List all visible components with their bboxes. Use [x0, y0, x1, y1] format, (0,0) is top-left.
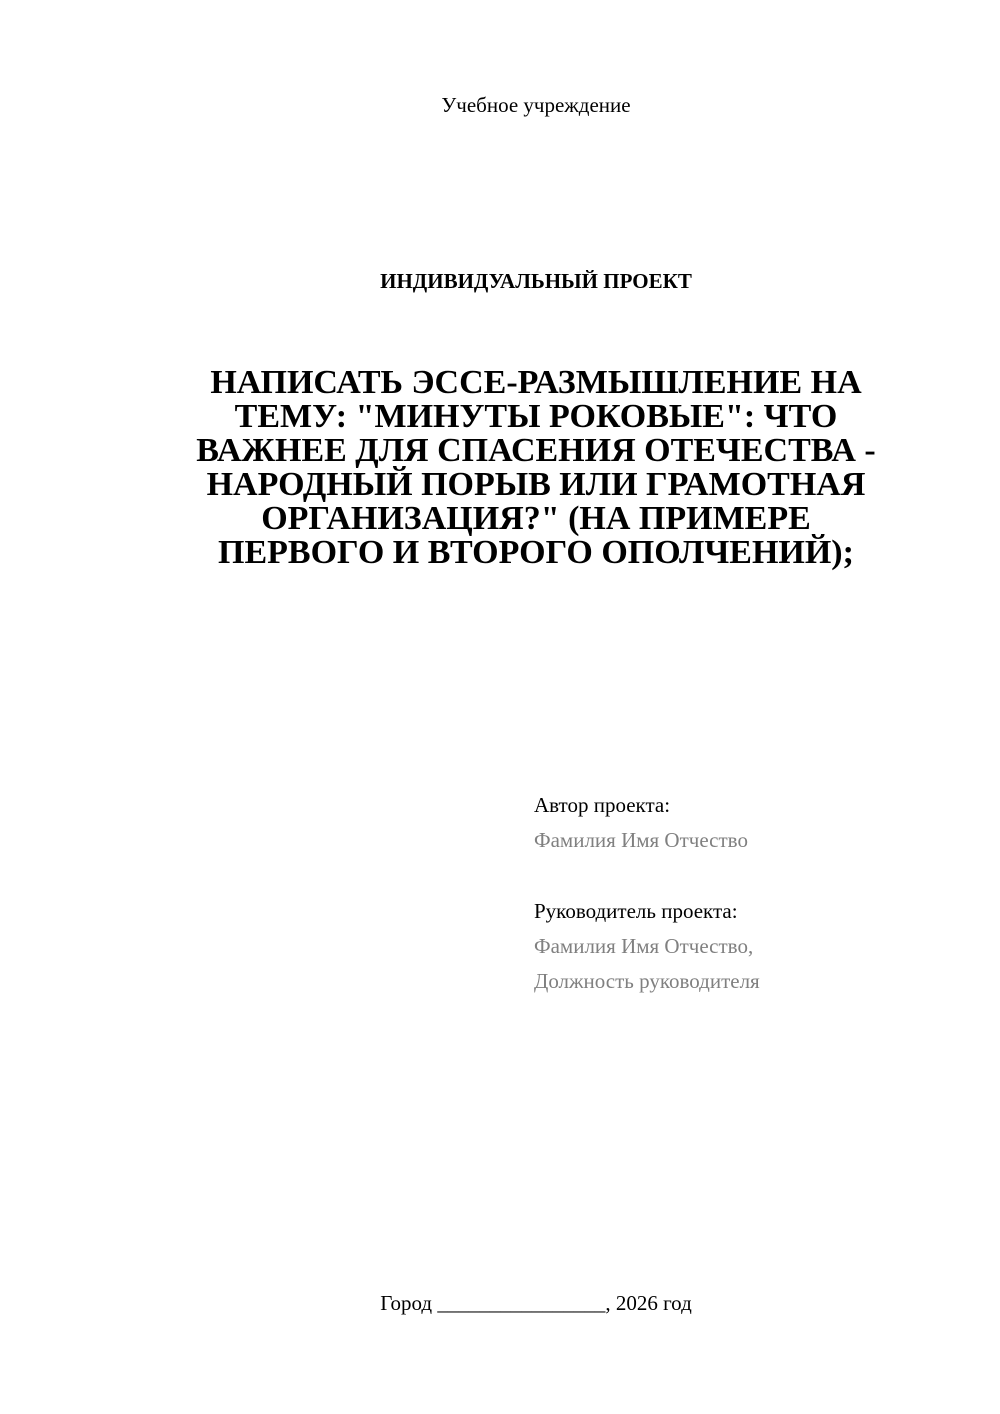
supervisor-position: Должность руководителя — [534, 969, 760, 993]
supervisor-label: Руководитель проекта: — [534, 899, 738, 923]
supervisor-block — [534, 894, 760, 999]
author-label: Автор проекта: — [534, 793, 671, 817]
institution-name: Учебное учреждение — [441, 93, 631, 117]
project-title — [100, 366, 972, 570]
project-title-line: НАРОДНЫЙ ПОРЫВ ИЛИ ГРАМОТНАЯ — [206, 466, 866, 503]
project-title-line: ПЕРВОГО И ВТОРОГО ОПОЛЧЕНИЙ); — [218, 534, 854, 571]
project-type-heading: ИНДИВИДУАЛЬНЫЙ ПРОЕКТ — [380, 269, 692, 293]
project-title-line: ОРГАНИЗАЦИЯ?" (НА ПРИМЕРЕ — [261, 500, 811, 537]
city-year-footer: Город ________________, 2026 год — [380, 1291, 692, 1315]
author-name: Фамилия Имя Отчество — [534, 828, 748, 852]
project-title-line: ВАЖНЕЕ ДЛЯ СПАСЕНИЯ ОТЕЧЕСТВА - — [196, 432, 876, 469]
author-block — [534, 788, 748, 858]
project-title-line: ТЕМУ: "МИНУТЫ РОКОВЫЕ": ЧТО — [234, 398, 838, 435]
supervisor-name: Фамилия Имя Отчество, — [534, 934, 754, 958]
project-title-line: НАПИСАТЬ ЭССЕ-РАЗМЫШЛЕНИЕ НА — [210, 364, 862, 401]
